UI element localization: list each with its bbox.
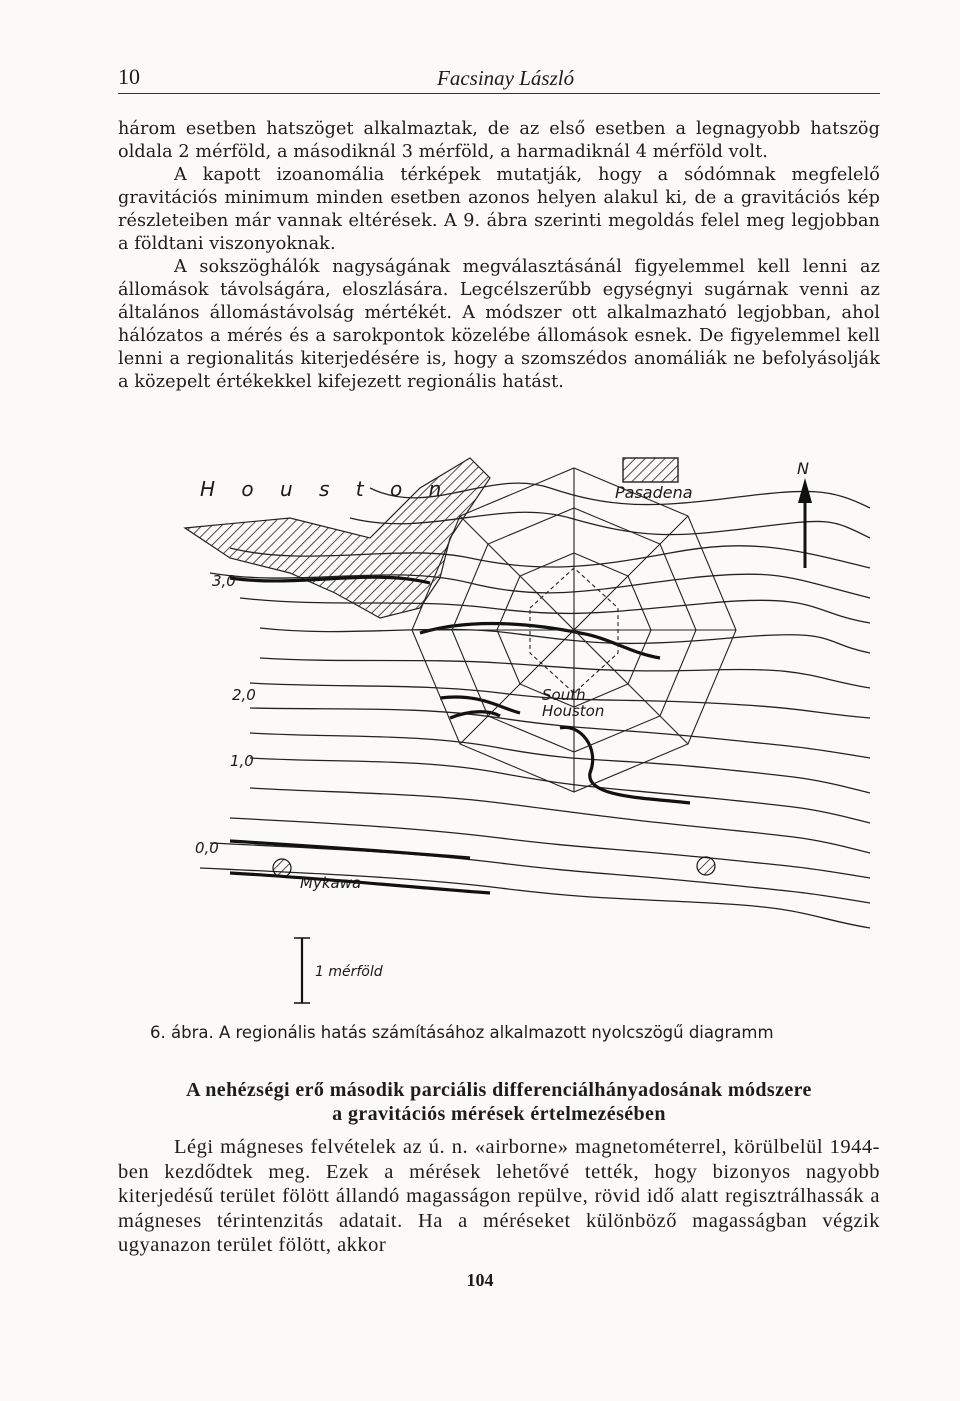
label-pasadena: Pasadena [615,483,693,502]
body-text-block-1 [118,118,880,394]
label-contour-1-0: 1,0 [230,752,254,770]
paragraph: A kapott izoanomália térképek mutatják, hogy a sódómnak megfelelő gravitációs minimum minden esetben azonos helyen alakul ki, de a gravitációs kép részleteiben már vannak eltérések. A 9. ábra szerinti megoldás felel meg legjobban a földtani viszonyoknak. [118,165,880,254]
section-heading-line-1: A nehézségi erő második parciális differenciálhányadosának módszere [186,1079,812,1101]
label-mykawa: Mykawa [300,874,362,892]
label-contour-3-0: 3,0 [212,572,236,590]
scale-bar [294,938,310,1003]
label-houston: H o u s t o n [200,477,452,501]
octagon-grid [412,468,736,792]
label-contour-0-0: 0,0 [195,839,219,857]
label-contour-2-0: 2,0 [232,686,256,704]
figure-svg [170,448,890,1018]
label-south-houston-1: South [542,686,586,704]
label-scale: 1 mérföld [315,964,383,980]
label-north: N [797,459,809,478]
oil-field-marker-icon [697,857,715,875]
page-number-bottom: 104 [466,1270,494,1290]
paragraph: A sokszöghálók nagyságának megválasztásánál figyelemmel kell lenni az állomások távolságára, eloszlására. Legcélszerűbb egységnyi sugárnak venni az általános állomástávolság mértékét. A módszer ott alkalmazható legjobban, ahol hálózatos a mérés és a sarokpontok közelébe állomások esnek. De figyelemmel kell lenni a regionalitás kiterjedésére is, hogy a szomszédos anomáliák ne befolyásolják a közepelt értékekkel kifejezett regionális hatást. [118,257,880,392]
label-south-houston-2: Houston [542,702,605,720]
paragraph: három esetben hatszöget alkalmaztak, de az első esetben a legnagyobb hatszög oldala 2 mérföld, a másodiknál 3 mérföld, a harmadiknál 4 mérföld volt. [118,119,880,162]
pasadena-city-block [623,458,678,482]
figure-caption: 6. ábra. A regionális hatás számításához alkalmazott nyolcszögű diagramm [150,1023,774,1042]
section-heading [118,1078,880,1126]
paragraph: Légi mágneses felvételek az ú. n. «airborne» magnetométerrel, körülbelül 1944-ben kezdődtek meg. Ezek a mérések lehetővé tették, hogy bizonyos nagyobb kiterjedésű terület fölött állandó magasságon repülve, rövid idő alatt regisztrálhassák a mágneses térintenzitás adatait. Ha a méréseket különböző magasságban végzik ugyanazon terület fölött, akkor [118,1136,880,1256]
header-rule [118,93,880,94]
mykawa-marker-icon [273,859,291,877]
figure-octagon-diagram [170,448,890,1018]
running-head-author: Facsinay László [437,66,575,90]
page-number-top: 10 [118,64,140,89]
body-text-block-2 [118,1135,880,1258]
section-heading-line-2: a gravitációs mérések értelmezésében [332,1103,666,1125]
